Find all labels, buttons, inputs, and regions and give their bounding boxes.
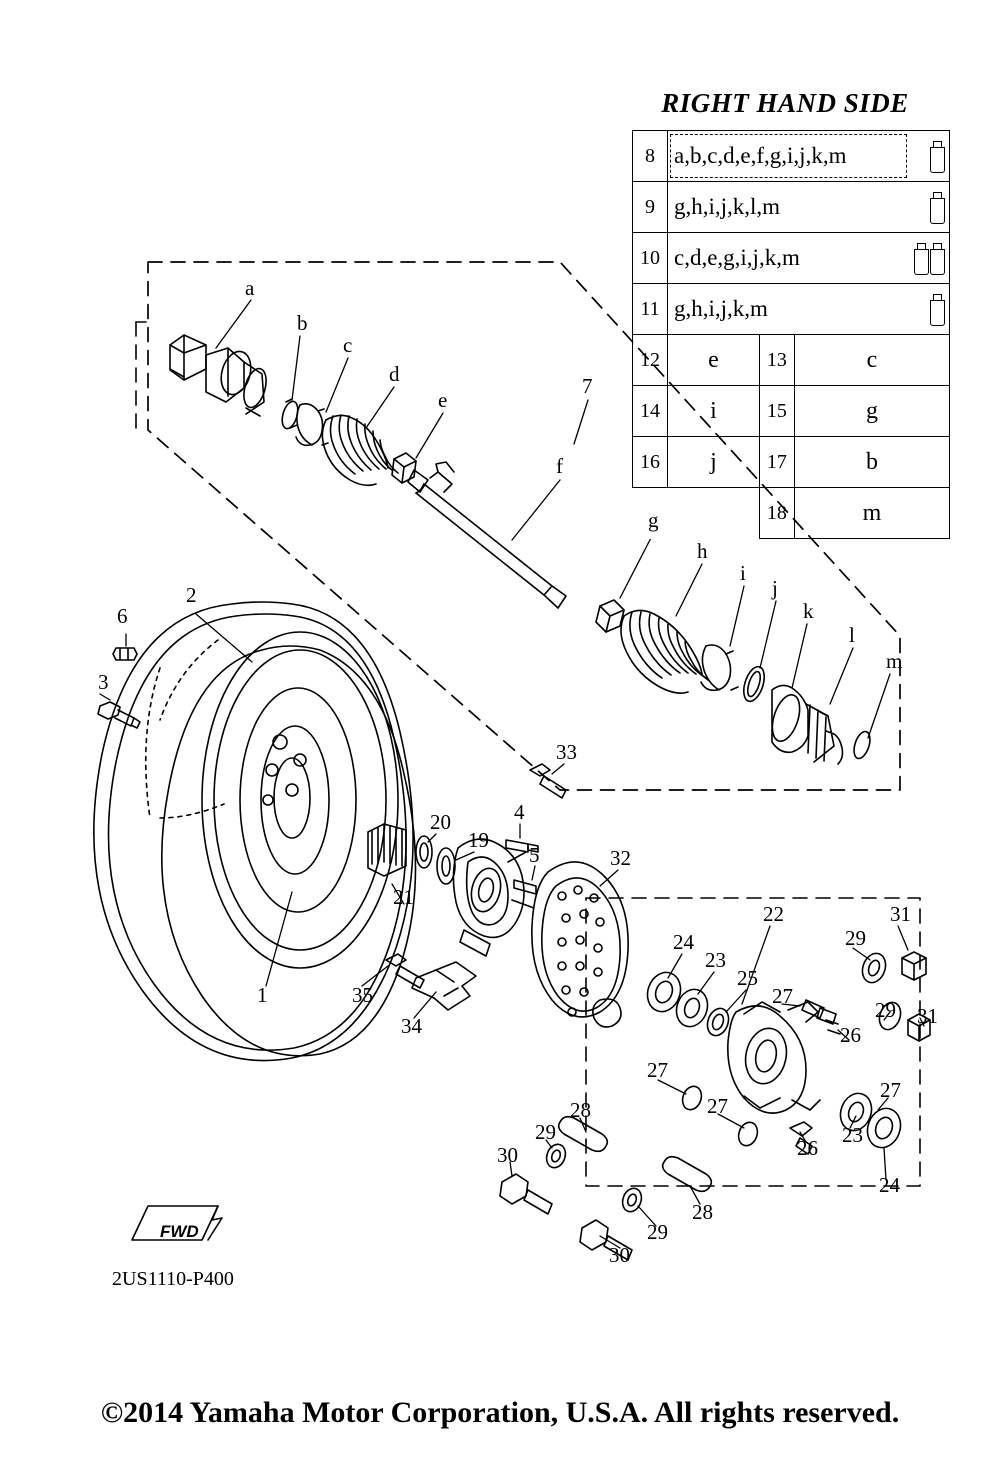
- row-value: c: [794, 335, 949, 386]
- row-value-cell: g,h,i,j,k,l,m: [668, 182, 950, 233]
- cv-boot-d: [322, 415, 398, 485]
- callout-23-a: 23: [705, 948, 726, 972]
- callout-29-b: 29: [875, 998, 896, 1022]
- table-row: [633, 437, 950, 488]
- row-value: j: [668, 437, 760, 488]
- row-value-cell: g,h,i,j,k,m: [668, 284, 950, 335]
- callout-27-a: 27: [772, 984, 793, 1008]
- callout-c: c: [343, 333, 353, 357]
- row-index: 18: [759, 488, 794, 539]
- callout-25: 25: [737, 966, 758, 990]
- callout-28-b: 28: [692, 1200, 713, 1224]
- callout-b: b: [297, 311, 308, 335]
- row-index: 13: [759, 335, 794, 386]
- callout-27-b: 27: [647, 1058, 668, 1082]
- callout-m: m: [886, 649, 903, 673]
- table-row: [633, 233, 950, 284]
- callout-29-c: 29: [535, 1120, 556, 1144]
- callout-26-b: 26: [797, 1136, 818, 1160]
- callout-i: i: [740, 561, 746, 585]
- cv-boot-h: [621, 610, 708, 693]
- right-hand-side-table: [632, 130, 950, 539]
- callout-28-a: 28: [570, 1098, 591, 1122]
- grease-tube-icon: [914, 243, 943, 273]
- row-value-cell: c,d,e,g,i,j,k,m: [668, 233, 950, 284]
- callout-f: f: [556, 454, 563, 478]
- row-value: g: [794, 386, 949, 437]
- callout-7: 7: [582, 374, 593, 398]
- callout-31-a: 31: [890, 902, 911, 926]
- callout-2: 2: [186, 583, 197, 607]
- callout-22: 22: [763, 902, 784, 926]
- boot-clip-g: [596, 600, 624, 632]
- callout-32: 32: [610, 846, 631, 870]
- grease-tube-icon: [930, 294, 943, 324]
- row-index: 17: [759, 437, 794, 488]
- callout-19: 19: [468, 828, 489, 852]
- callout-24-a: 24: [673, 930, 694, 954]
- row-value-cell: a,b,c,d,e,f,g,i,j,k,m: [668, 131, 950, 182]
- callout-6: 6: [117, 604, 128, 628]
- table-row: [633, 182, 950, 233]
- row-index: 10: [633, 233, 668, 284]
- callout-j: j: [772, 576, 778, 600]
- callout-5: 5: [529, 843, 540, 867]
- inboard-cv-joint: [170, 335, 270, 416]
- callout-21: 21: [393, 885, 414, 909]
- callout-35: 35: [352, 983, 373, 1007]
- boot-band-i: [701, 645, 738, 690]
- callout-29-a: 29: [845, 926, 866, 950]
- bearing-carrier-assembly: [642, 950, 930, 1154]
- row-value: b: [794, 437, 949, 488]
- callout-31-b: 31: [917, 1004, 938, 1028]
- callout-30-b: 30: [609, 1243, 630, 1267]
- brake-disc: [532, 862, 628, 1027]
- row-index: 15: [759, 386, 794, 437]
- table-row: [633, 488, 950, 539]
- callout-29-d: 29: [647, 1220, 668, 1244]
- table-row: [633, 131, 950, 182]
- callout-34: 34: [401, 1014, 422, 1038]
- callout-30-a: 30: [497, 1143, 518, 1167]
- page-title: RIGHT HAND SIDE: [661, 88, 909, 118]
- axle-shaft-f: [408, 462, 566, 608]
- row-index: 16: [633, 437, 668, 488]
- callout-33: 33: [556, 740, 577, 764]
- callout-l: l: [849, 623, 855, 647]
- boot-clip-e: [392, 453, 416, 483]
- callout-a: a: [245, 276, 255, 300]
- part-number-label: 2US1110-P400: [112, 1268, 234, 1290]
- callout-4: 4: [514, 800, 525, 824]
- callout-h: h: [697, 539, 708, 563]
- callout-1: 1: [257, 983, 268, 1007]
- row-value: e: [668, 335, 760, 386]
- callout-d: d: [389, 362, 400, 386]
- callout-g: g: [648, 508, 659, 532]
- callout-27-d: 27: [880, 1078, 901, 1102]
- callout-26-a: 26: [840, 1023, 861, 1047]
- row-index: 9: [633, 182, 668, 233]
- grease-tube-icon: [930, 192, 943, 222]
- fwd-label: FWD: [160, 1222, 199, 1241]
- outboard-cv-joint: [767, 685, 842, 764]
- snap-ring-j: [740, 664, 768, 704]
- callout-k: k: [803, 599, 814, 623]
- table-row: [633, 335, 950, 386]
- grease-tube-icon: [930, 141, 943, 171]
- row-index: 8: [633, 131, 668, 182]
- callout-e: e: [438, 388, 448, 412]
- callout-24-b: 24: [879, 1173, 900, 1197]
- callout-20: 20: [430, 810, 451, 834]
- callout-23-b: 23: [842, 1123, 863, 1147]
- table-row: [633, 284, 950, 335]
- copyright-notice: ©2014 Yamaha Motor Corporation, U.S.A. All rights reserved.: [100, 1396, 900, 1429]
- row-value: i: [668, 386, 760, 437]
- callout-3: 3: [98, 670, 109, 694]
- row-value: m: [794, 488, 949, 539]
- callout-27-c: 27: [707, 1094, 728, 1118]
- guard-bracket: [386, 954, 476, 1010]
- row-index: 12: [633, 335, 668, 386]
- row-index: 11: [633, 284, 668, 335]
- row-index: 14: [633, 386, 668, 437]
- table-row: [633, 386, 950, 437]
